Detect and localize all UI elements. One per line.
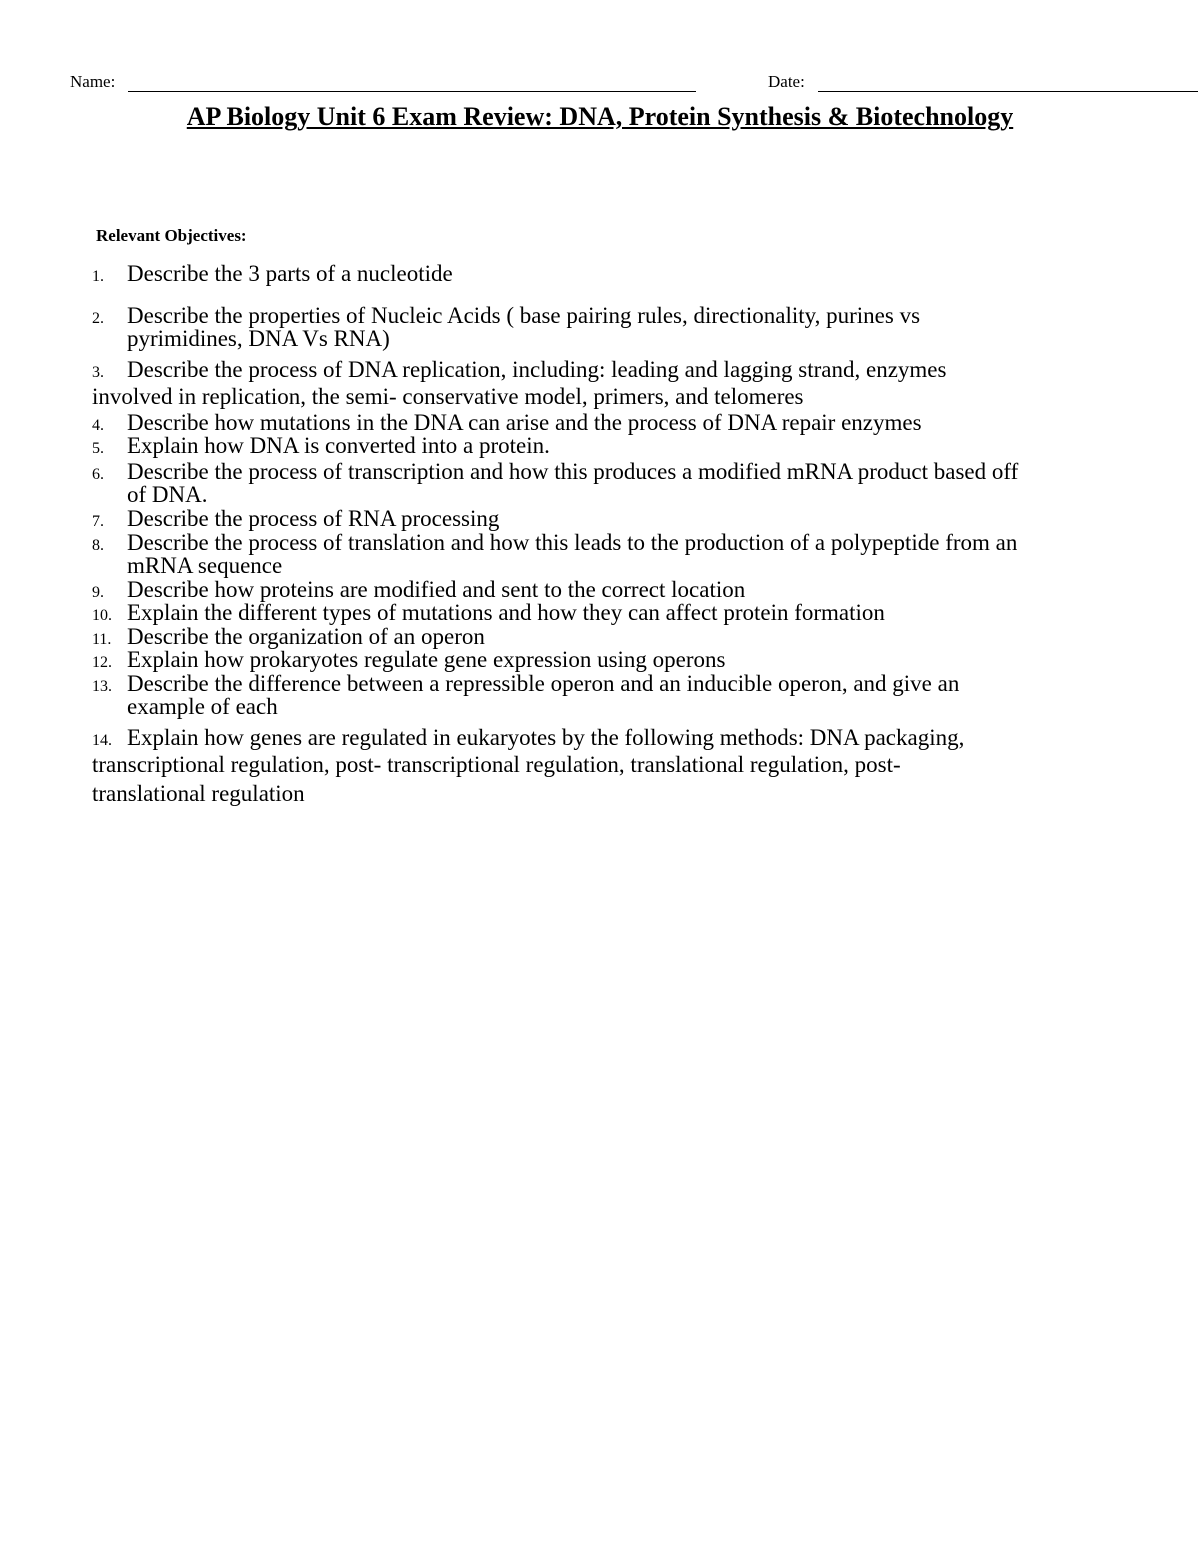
objective-number: 7. (92, 513, 104, 530)
objective-text-wrapped: translational regulation (92, 781, 305, 806)
name-blank-line (128, 91, 696, 92)
objective-text-wrapped: transcriptional regulation, post- transcriptional regulation, translational regulation, post- (92, 752, 901, 777)
objective-text: Describe the properties of Nucleic Acids ( base pairing rules, directionality, purines vs (127, 303, 921, 328)
objective-text: Describe how proteins are modified and sent to the correct location (127, 577, 746, 602)
objective-number: 11. (92, 631, 112, 648)
date-label: Date: (768, 72, 805, 91)
objective-text-continued: example of each (127, 694, 278, 719)
objective-number: 9. (92, 584, 104, 601)
objective-text: Describe the organization of an operon (127, 624, 485, 649)
objective-text: Describe the process of RNA processing (127, 506, 500, 531)
objective-number: 3. (92, 364, 104, 381)
date-blank-line (818, 91, 1198, 92)
objective-text: Explain how DNA is converted into a protein. (127, 433, 550, 458)
header-row (70, 72, 1130, 96)
name-label: Name: (70, 72, 116, 91)
objective-text: Describe the process of translation and how this leads to the production of a polypeptide from an (127, 530, 1018, 555)
objective-number: 2. (92, 310, 104, 327)
objective-text: Explain how prokaryotes regulate gene expression using operons (127, 647, 726, 672)
objective-number: 5. (92, 440, 104, 457)
objective-number: 14. (92, 732, 112, 749)
objective-text-continued: of DNA. (127, 482, 208, 507)
objective-text: Describe the process of DNA replication, including: leading and lagging strand, enzymes (127, 357, 947, 382)
objective-text: Explain the different types of mutations and how they can affect protein formation (127, 600, 885, 625)
objective-text-continued: mRNA sequence (127, 553, 283, 578)
objective-text: Describe the 3 parts of a nucleotide (127, 261, 453, 286)
objective-text-continued: pyrimidines, DNA Vs RNA) (127, 326, 390, 351)
objective-number: 1. (92, 268, 104, 285)
objective-number: 4. (92, 417, 104, 434)
objective-number: 12. (92, 654, 112, 671)
objective-text: Describe the difference between a repressible operon and an inducible operon, and give an (127, 671, 960, 696)
objective-text: Describe the process of transcription and how this produces a modified mRNA product based off (127, 459, 1019, 484)
objective-text: Describe how mutations in the DNA can arise and the process of DNA repair enzymes (127, 410, 922, 435)
objective-text: Explain how genes are regulated in eukaryotes by the following methods: DNA packaging, (127, 725, 965, 750)
objective-number: 8. (92, 537, 104, 554)
objective-number: 10. (92, 607, 112, 624)
objective-number: 6. (92, 466, 104, 483)
objectives-heading: Relevant Objectives: (96, 226, 247, 245)
page-title: AP Biology Unit 6 Exam Review: DNA, Protein Synthesis & Biotechnology (186, 102, 1014, 131)
objective-number: 13. (92, 678, 112, 695)
objective-text-wrapped: involved in replication, the semi- conservative model, primers, and telomeres (92, 384, 804, 409)
